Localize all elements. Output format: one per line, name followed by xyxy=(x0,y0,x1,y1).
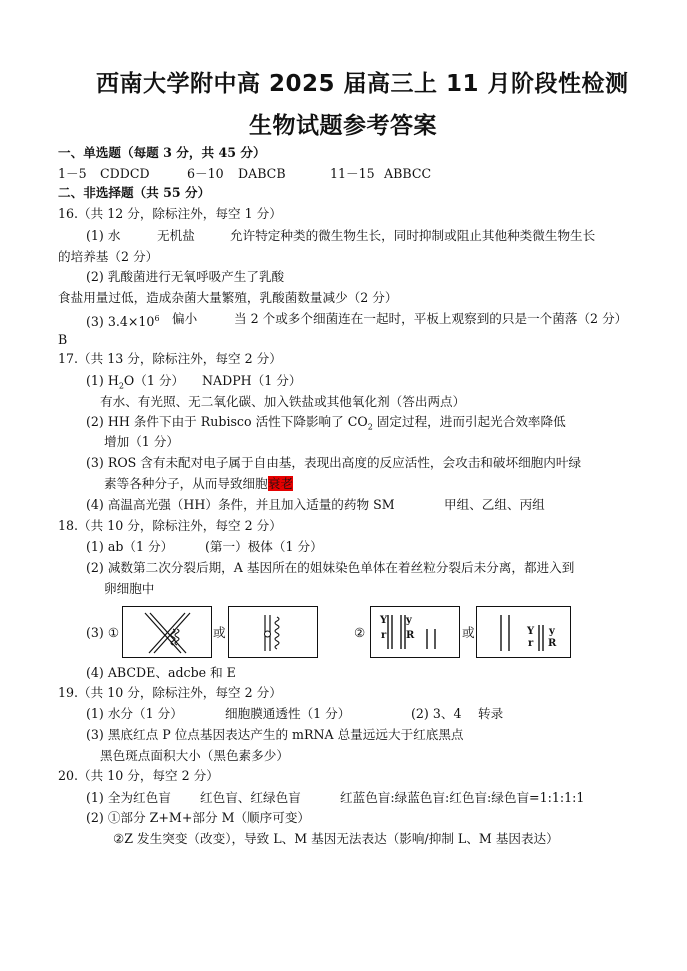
q18-fig-label-1: (3) ① xyxy=(86,625,120,640)
figure-cell-diagram-1b xyxy=(228,606,318,658)
or-text-1: 或 xyxy=(213,625,226,640)
q20-ans-1a: (1) 全为红色盲 xyxy=(86,790,171,805)
figure-gene-diagram-2b xyxy=(476,606,571,658)
gene-label-r-2: r xyxy=(528,638,534,649)
q16-ans-3b: 偏小 xyxy=(172,311,198,326)
q17-ans-2: (2) HH 条件下由于 Rubisco 活性下降影响了 $CO_2$ 固定过程，进而引起光合效率降低 xyxy=(86,414,566,432)
q20-ans-2b: ②Z 发生突变（改变），导致 L、M 基因无法表达（影响/抑制 L、M 基因表达） xyxy=(113,831,559,846)
q19-head: 19.（共 10 分，除标注外，每空 2 分） xyxy=(58,685,282,700)
gene-label-r: r xyxy=(381,630,387,641)
q19-ans-3b: 黑色斑点面积大小（黑色素多少） xyxy=(100,748,289,763)
q18-ans-4: (4) ABCDE、adcbe 和 E xyxy=(86,665,236,680)
mc-range-2: 6－10 xyxy=(187,166,224,181)
section-heading-mc: 一、单选题（每题 3 分，共 45 分） xyxy=(58,145,266,160)
gene-label-R: R xyxy=(406,630,415,641)
q17-ans-4b: 甲组、乙组、丙组 xyxy=(444,497,545,512)
q17-ans-1c: 有水、有光照、无二氧化碳、加入铁盐或其他氧化剂（答出两点） xyxy=(100,394,466,409)
q17-ans-2b: 增加（1 分） xyxy=(104,434,179,449)
q17-ans-3b: 素等各种分子，从而导致细胞衰老 xyxy=(104,476,293,491)
section-heading-free: 二、非选择题（共 55 分） xyxy=(58,185,211,200)
q16-ans-2b: 食盐用量过低，造成杂菌大量繁殖，乳酸菌数量减少（2 分） xyxy=(58,290,398,305)
gene-label-R-2: R xyxy=(548,638,557,649)
q20-head: 20.（共 10 分，每空 2 分） xyxy=(58,768,219,783)
figure-gene-diagram-2a xyxy=(370,606,460,658)
page-title: 西南大学附中高 2025 届高三上 11 月阶段性检测 xyxy=(96,71,629,97)
q18-ans-1a: (1) ab（1 分） xyxy=(86,539,174,554)
q16-ans-1b: 无机盐 xyxy=(157,228,195,243)
q17-ans-4a: (4) 高温高光强（HH）条件，并且加入适量的药物 SM xyxy=(86,497,395,512)
q19-ans-2b: 转录 xyxy=(478,706,504,721)
q16-ans-2: (2) 乳酸菌进行无氧呼吸产生了乳酸 xyxy=(86,269,285,284)
q16-ans-3c: 当 2 个或多个细菌连在一起时，平板上观察到的只是一个菌落（2 分） xyxy=(234,311,628,326)
q18-ans-2: (2) 减数第二次分裂后期，A 基因所在的姐妹染色单体在着丝粒分裂后未分离，都进入到 xyxy=(86,560,575,575)
q18-ans-1b: (第一）极体（1 分） xyxy=(205,539,323,554)
highlighted-answer: 衰老 xyxy=(267,476,293,491)
mc-answer-3: ABBCC xyxy=(384,166,432,181)
q16-head: 16.（共 12 分，除标注外，每空 1 分） xyxy=(58,206,282,221)
q16-ans-1c: 允许特定种类的微生物生长，同时抑制或阻止其他种类微生物生长 xyxy=(230,228,596,243)
q16-ans-1a: (1) 水 xyxy=(86,228,121,243)
q17-ans-1b: NADPH（1 分） xyxy=(202,373,302,388)
q16-ans-3a: (3) $3.4\times 10^6$ xyxy=(86,314,160,330)
gene-label-y-2: y xyxy=(549,626,555,637)
mc-answer-2: DABCB xyxy=(238,166,286,181)
mc-answer-1: CDDCD xyxy=(100,166,150,181)
q19-ans-1a: (1) 水分（1 分） xyxy=(86,706,183,721)
q19-ans-2a: (2) 3、4 xyxy=(411,706,462,721)
q17-head: 17.（共 13 分，除标注外，每空 2 分） xyxy=(58,351,282,366)
q20-ans-2a: (2) ①部分 Z+M+部分 M（顺序可变） xyxy=(86,810,311,825)
q20-ans-1b: 红色盲、红绿色盲 xyxy=(200,790,301,805)
page-subtitle: 生物试题参考答案 xyxy=(249,113,437,139)
q18-fig-label-2: ② xyxy=(354,625,366,640)
q17-ans-1a: (1) $H_2O(1$ 分） xyxy=(86,373,185,391)
figure-cell-diagram-1a xyxy=(122,606,212,658)
q17-ans-3: (3) ROS 含有未配对电子属于自由基，表现出高度的反应活性，会攻击和破坏细胞内叶绿 xyxy=(86,455,582,470)
q20-ans-1c: 红蓝色盲:绿蓝色盲:红色盲:绿色盲=1:1:1:1 xyxy=(340,790,585,805)
mc-range-1: 1－5 xyxy=(58,166,87,181)
or-text-2: 或 xyxy=(462,625,475,640)
q18-head: 18.（共 10 分，除标注外，每空 2 分） xyxy=(58,518,282,533)
q18-ans-2b: 卵细胞中 xyxy=(104,581,155,596)
q19-ans-3: (3) 黑底红点 P 位点基因表达产生的 mRNA 总量远远大于红底黑点 xyxy=(86,727,464,742)
mc-range-3: 11－15 xyxy=(330,166,375,181)
gene-label-y: y xyxy=(406,615,412,626)
q16-ans-1d: 的培养基（2 分） xyxy=(58,249,159,264)
gene-label-Y-2: Y xyxy=(527,626,535,637)
q19-ans-1b: 细胞膜通透性（1 分） xyxy=(225,706,351,721)
q16-ans-4: B xyxy=(58,332,68,347)
gene-label-Y: Y xyxy=(380,615,388,626)
